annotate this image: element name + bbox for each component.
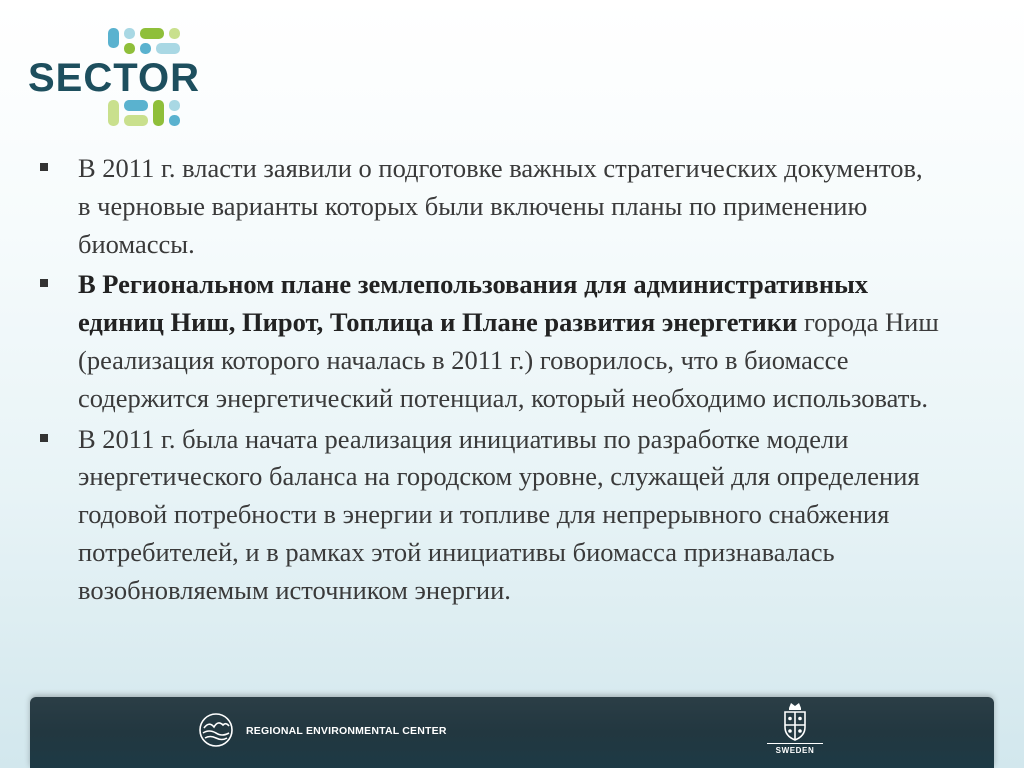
bullet-marker-icon [40,279,48,287]
bullet-marker-icon [40,163,48,171]
logo-pill [169,115,180,126]
logo-pill [124,43,135,54]
bullet-text: города Ниш (реализация которого началась в 2011 г.) говорилось, что в биомассе содержится энергетический потенциал, который необходимо использовать. [78,307,939,413]
sweden-label: SWEDEN [767,743,823,755]
logo-pill [169,100,180,111]
bullet-item [40,266,940,417]
logo-pill [169,28,180,39]
bullet-item [40,150,940,263]
bullet-text: В 2011 г. власти заявили о подготовке важных стратегических документов, в черновые варианты которых были включены планы по применению биомассы. [78,153,923,259]
logo-pill [140,28,164,39]
bullet-text: В 2011 г. была начата реализация инициативы по разработке модели энергетического баланса на городском уровне, служащей для определения годовой потребности в энергии и топливе для непрерывного снабжения потребителей, и в рамках этой инициативы биомасса признавалась возобновляемым источником энергии. [78,423,920,605]
logo-pill [108,28,119,48]
logo-pill [140,43,151,54]
logo-wordmark: SECTOR [28,56,200,100]
rec-wave-icon [198,712,234,748]
slide-content [40,150,940,613]
logo-pill [124,28,135,39]
logo-pill [124,100,148,111]
rec-org-name: REGIONAL ENVIRONMENTAL CENTER [246,725,447,737]
logo-pill [108,100,119,126]
logo-pill [153,100,164,126]
sector-logo [28,24,206,132]
bullet-marker-icon [40,434,48,442]
bullet-item [40,421,940,610]
footer-bar [30,697,994,768]
logo-pill [124,115,148,126]
bullet-bold-text: В Региональном плане землепользования для административных единиц Ниш, Пирот, Топлица и Плане развития энергетики [78,269,869,338]
logo-pill [156,43,180,54]
swedish-crest-icon [777,699,813,743]
